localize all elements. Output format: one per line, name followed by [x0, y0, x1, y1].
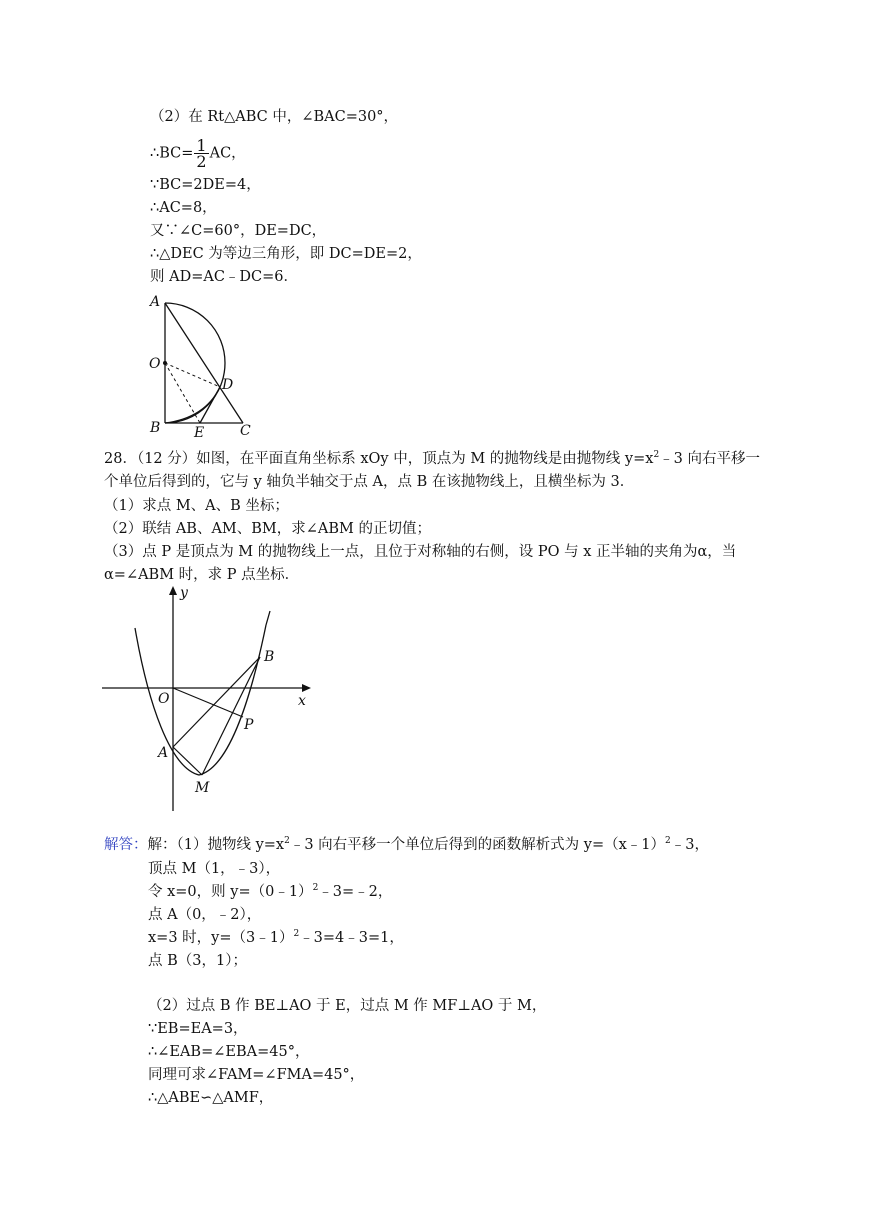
segment-ac — [165, 303, 243, 423]
problem-statement-line — [104, 449, 760, 469]
segment-bm — [202, 657, 260, 775]
text-segment: 令 x=0，则 y=（0﹣1） — [148, 884, 313, 900]
text-segment: ﹣3 向右平移一 — [659, 451, 761, 467]
answer-line: 顶点 M（1，﹣3）， — [148, 861, 281, 877]
text-segment: AC， — [209, 145, 246, 162]
text-segment: x=3 时，y=（3﹣1） — [148, 930, 294, 946]
label-p: P — [244, 717, 254, 733]
x-axis-arrow — [302, 684, 311, 692]
text-line: ∴△DEC 为等边三角形，即 DC=DE=2， — [150, 246, 422, 262]
fraction-denominator: 2 — [196, 152, 207, 171]
text-segment: ∴BC= — [150, 145, 194, 162]
text-line: ∴AC=8， — [150, 200, 217, 216]
label-y: y — [180, 585, 188, 601]
label-o: O — [158, 691, 170, 707]
label-c: C — [240, 423, 251, 439]
superscript: 2 — [284, 836, 290, 846]
answer-line: 点 B（3，1）； — [148, 953, 247, 969]
answer-line: ∴∠EAB=∠EBA=45°， — [148, 1044, 310, 1060]
geometry-figure-semicircle — [140, 290, 260, 440]
geometry-figure-parabola — [100, 583, 320, 813]
label-x: x — [298, 693, 306, 709]
text-line: （2）在 Rt△ABC 中，∠BAC=30°， — [150, 109, 399, 125]
superscript: 2 — [293, 929, 300, 939]
answer-line: 同理可求∠FAM=∠FMA=45°， — [148, 1067, 365, 1083]
label-m: M — [195, 780, 210, 796]
segment-am — [173, 747, 202, 775]
answer-label: 解答： — [104, 837, 148, 853]
fraction-numerator: 1 — [196, 136, 207, 155]
answer-line: ∴△ABE∽△AMF， — [148, 1090, 274, 1106]
subquestion-3: （3）点 P 是顶点为 M 的抛物线上一点，且位于对称轴的右侧，设 PO 与 x 正半轴的夹角为α，当 — [104, 544, 737, 560]
text-line-fraction — [150, 138, 246, 169]
subquestion-3-cont: α=∠ABM 时，求 P 点坐标． — [104, 567, 300, 583]
text-segment: ﹣3， — [670, 837, 709, 853]
answer-line: 点 A（0，﹣2）， — [148, 907, 262, 923]
problem-statement-line: 个单位后得到的，它与 y 轴负半轴交于点 A，点 B 在该抛物线上，且横坐标为 3． — [104, 474, 635, 490]
answer-line — [148, 882, 392, 902]
fraction — [194, 138, 208, 169]
label-b: B — [150, 420, 161, 436]
text-line: 则 AD=AC﹣DC=6． — [150, 269, 299, 285]
label-b: B — [264, 649, 275, 665]
label-a: A — [158, 745, 169, 761]
answer-line — [104, 835, 709, 855]
label-d: D — [222, 377, 234, 393]
label-o: O — [149, 356, 161, 372]
text-segment: 28．（12 分）如图，在平面直角坐标系 xOy 中，顶点为 M 的抛物线是由抛物线 y=x — [104, 451, 654, 467]
superscript: 2 — [665, 836, 671, 846]
superscript: 2 — [653, 450, 660, 460]
segment-op — [173, 688, 243, 717]
text-segment: 解：（1）抛物线 y=x — [147, 837, 285, 853]
answer-line — [148, 928, 404, 948]
y-axis-arrow — [169, 586, 177, 595]
parabola-upper-right — [266, 611, 270, 625]
answer-line: （2）过点 B 作 BE⊥AO 于 E，过点 M 作 MF⊥AO 于 M， — [148, 998, 547, 1014]
semicircle-arc — [165, 303, 225, 423]
label-e: E — [194, 425, 205, 440]
text-segment: ﹣3=4﹣3=1， — [299, 930, 404, 946]
text-line: ∵BC=2DE=4， — [150, 177, 261, 193]
subquestion-2: （2）联结 AB、AM、BM，求∠ABM 的正切值； — [104, 521, 432, 537]
text-line: 又∵∠C=60°，DE=DC， — [150, 223, 327, 239]
text-segment: ﹣3 向右平移一个单位后得到的函数解析式为 y=（x﹣1） — [289, 837, 666, 853]
label-a: A — [150, 294, 161, 310]
answer-line: ∵EB=EA=3， — [148, 1021, 248, 1037]
superscript: 2 — [312, 883, 319, 893]
subquestion-1: （1）求点 M、A、B 坐标； — [104, 498, 289, 514]
text-segment: ﹣3=﹣2， — [318, 884, 393, 900]
inner-arc — [165, 387, 220, 423]
point-o — [163, 361, 167, 365]
